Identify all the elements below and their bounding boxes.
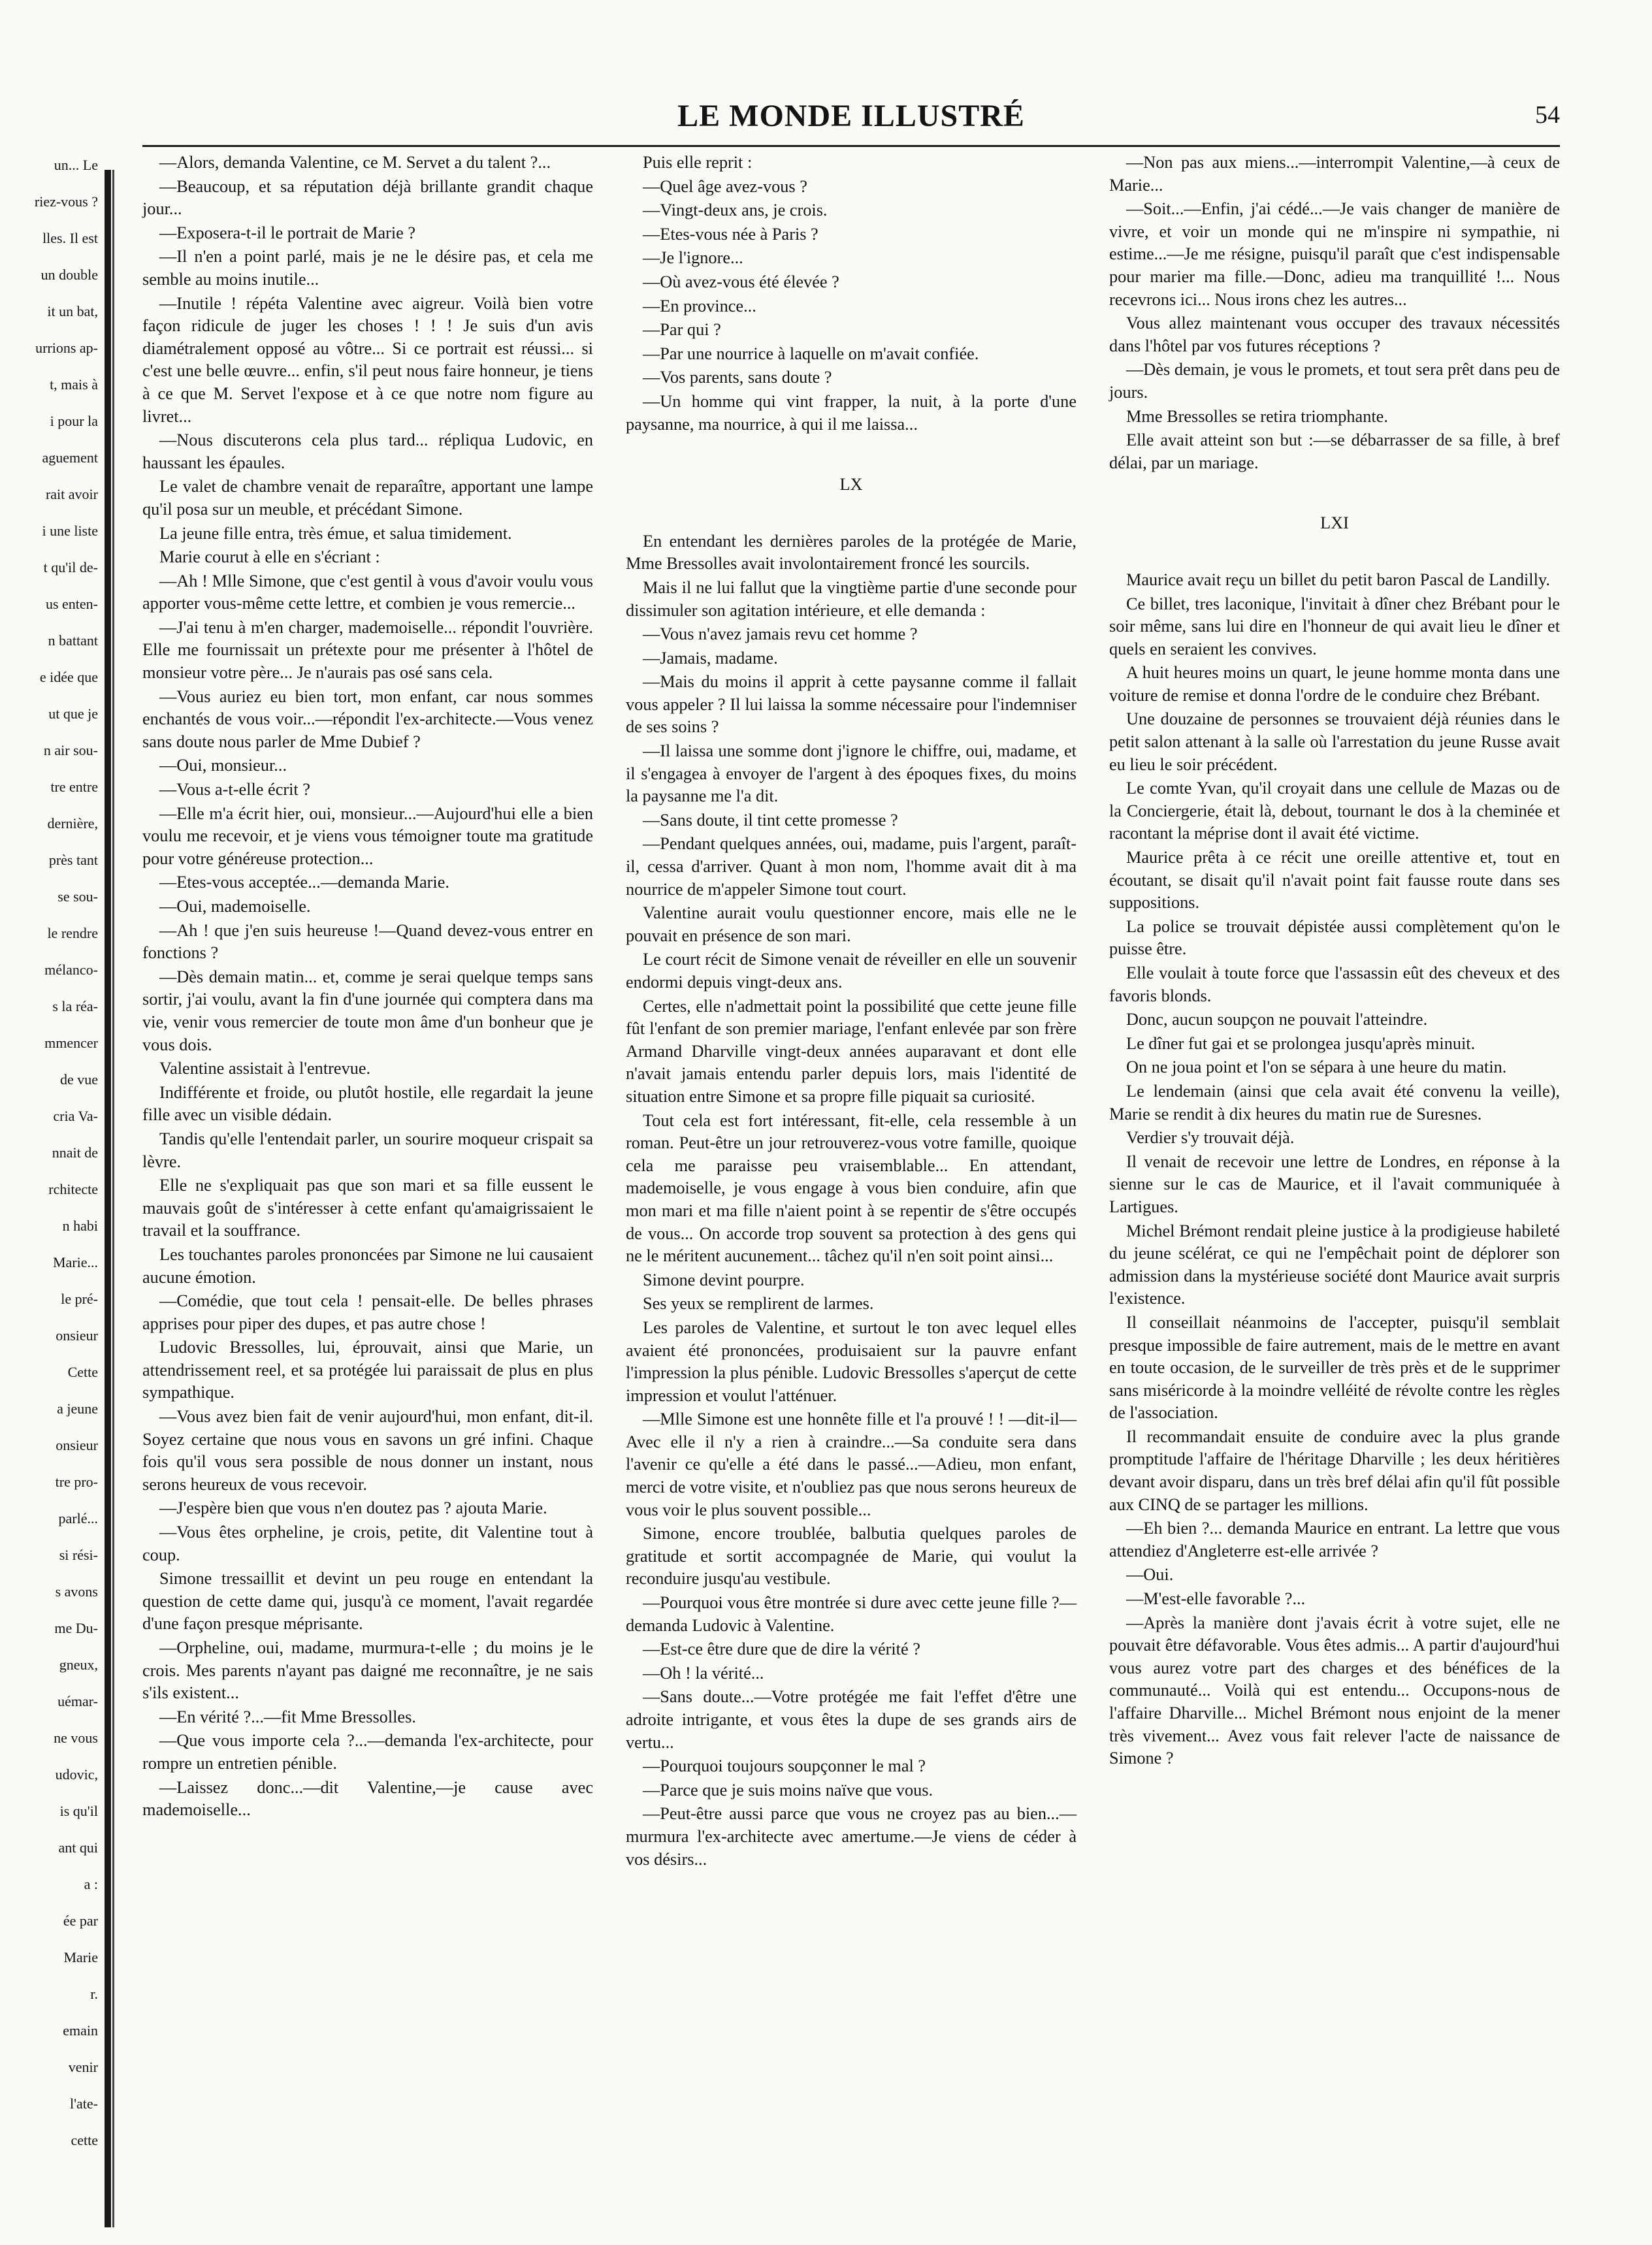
paragraph: Simone tressaillit et devint un peu rouge en entendant la question de cette dame qui, jusqu'à ce moment, l'avait regardée d'une façon presque méprisante.: [142, 1569, 593, 1634]
adjacent-page-fragment: gneux,: [59, 1656, 98, 1673]
paragraph: —Un homme qui vint frapper, la nuit, à la porte d'une paysanne, ma nourrice, à qui il me laissa...: [626, 391, 1077, 434]
chapter-heading: LX: [839, 475, 863, 494]
adjacent-page-fragment: udovic,: [55, 1766, 98, 1783]
paragraph: —En province...: [643, 296, 756, 315]
paragraph: Valentine aurait voulu questionner encore, mais elle ne le pouvait en présence de son mari.: [626, 903, 1077, 945]
adjacent-page-fragment: s avons: [55, 1583, 98, 1600]
paragraph: Le court récit de Simone venait de réveiller en elle un souvenir endormi depuis vingt-deux ans.: [626, 950, 1077, 992]
paragraph: Donc, aucun soupçon ne pouvait l'atteindre.: [1126, 1010, 1428, 1029]
paragraph: Certes, elle n'admettait point la possibilité que cette jeune fille fût l'enfant de son premier mariage, l'enfant enlevée par son frère Armand Dharville vingt-deux années auparavant et dont elle n'avait jamais entendu parler depuis lors, mais l'identité de situation entre Simone et sa propre fille piquait sa curiosité.: [626, 996, 1077, 1106]
adjacent-page-fragment: n air sou-: [43, 742, 98, 758]
paragraph: Elle voulait à toute force que l'assassin eût des cheveux et des favoris blonds.: [1109, 963, 1560, 1005]
paragraph: Puis elle reprit :: [643, 153, 753, 172]
paragraph: —Par une nourrice à laquelle on m'avait confiée.: [643, 344, 979, 363]
paragraph: —Vingt-deux ans, je crois.: [643, 201, 828, 220]
paragraph: Ludovic Bressolles, lui, éprouvait, ainsi que Marie, un attendrissement reel, et sa protégée lui paraissait de plus en plus sympathique.: [142, 1338, 593, 1402]
adjacent-page-fragment: rchitecte: [48, 1181, 98, 1197]
paragraph: —Pendant quelques années, oui, madame, puis l'argent, paraît-il, cessa d'arriver. Quant à mon nom, l'homme avait dit à ma nourrice de m'appeler Simone tout court.: [626, 834, 1077, 899]
paragraph: —Vous êtes orpheline, je crois, petite, dit Valentine tout à coup.: [142, 1523, 593, 1564]
paragraph: Une douzaine de personnes se trouvaient déjà réunies dans le petit salon attenant à la salle où l'arrestation du jeune Russe avait eu lieu le soir précédent.: [1109, 709, 1560, 774]
paragraph: —Il n'en a point parlé, mais je ne le désire pas, et cela me semble au moins inutile...: [142, 247, 593, 289]
paragraph: La police se trouvait dépistée aussi complètement qu'on le puisse être.: [1109, 916, 1560, 959]
adjacent-page-fragment: ne vous: [54, 1730, 98, 1746]
paragraph: —Peut-être aussi parce que vous ne croyez pas au bien...—murmura l'ex-architecte avec amertume.—Je viens de céder à vos désirs...: [626, 1804, 1077, 1869]
adjacent-page-fragment: l'ate-: [69, 2095, 98, 2112]
paragraph: —Inutile ! répéta Valentine avec aigreur. Voilà bien votre façon ridicule de juger les choses ! ! ! Je suis d'un avis diamétralement opposé au vôtre... Si ce portrait est réussi... si c'est une belle œuvre... enfin, s'il peut nous faire honneur, je tiens à ce que M. Servet l'expose et à ce que notre nom figure au livret...: [142, 293, 593, 426]
paragraph: Il conseillait néanmoins de l'accepter, puisqu'il semblait presque impossible de faire autrement, mais de le mettre en avant en toute occasion, de le surveiller de très près et de le supprimer sans miséricorde à la moindre velléité de révolte contre les règles de l'association.: [1109, 1312, 1560, 1423]
paragraph: Indifférente et froide, ou plutôt hostile, elle regardait la jeune fille avec un visible dédain.: [142, 1082, 593, 1125]
adjacent-page-fragment: t qu'il de-: [43, 559, 98, 575]
adjacent-page-fragment: si rési-: [59, 1547, 98, 1563]
adjacent-page-fragment: a :: [84, 1876, 98, 1892]
adjacent-page-fragment: me Du-: [54, 1620, 98, 1636]
header-rule: [142, 145, 1560, 147]
adjacent-page-fragment: r.: [90, 1986, 98, 2002]
paragraph: —Que vous importe cela ?...—demanda l'ex-architecte, pour rompre un entretien pénible.: [142, 1731, 593, 1773]
adjacent-page-fragment: dernière,: [47, 815, 98, 832]
paragraph: —Soit...—Enfin, j'ai cédé...—Je vais changer de manière de vivre, et voir un monde qui ne m'inspire ni sympathie, ni estime...—Je me résigne, puisqu'il paraît que c'est indispensable pour marier ma fille.—Donc, adieu ma tranquillité !... Nous recevrons ici... Nous irons chez les autres...: [1109, 199, 1560, 309]
paragraph: Elle ne s'expliquait pas que son mari et sa fille eussent le mauvais goût de s'intéresser à cette enfant qu'amaigrissaient le travail et la souffrance.: [142, 1176, 593, 1240]
paragraph: —Mlle Simone est une honnête fille et l'a prouvé ! ! —dit-il—Avec elle il n'y a rien à craindre...—Sa conduite sera dans l'avenir ce qu'elle a été dans le passé...—Adieu, mon enfant, merci de votre visite, et n'oubliez pas que nous serons heureux de vous voir le plus souvent possible...: [626, 1410, 1077, 1519]
adjacent-page-fragment: aguement: [42, 449, 98, 466]
paragraph: —Orpheline, oui, madame, murmura-t-elle ; du moins je le crois. Mes parents n'ayant pas daigné me reconnaître, je ne sais s'ils existent...: [142, 1638, 593, 1703]
paragraph: Mme Bressolles se retira triomphante.: [1126, 406, 1388, 426]
paragraph: La jeune fille entra, très émue, et salua timidement.: [159, 523, 512, 543]
adjacent-page-fragment: tre entre: [50, 779, 98, 795]
paragraph: —Vos parents, sans doute ?: [643, 368, 832, 387]
adjacent-page-fragment: un double: [40, 266, 98, 283]
paragraph: Tandis qu'elle l'entendait parler, un sourire moqueur crispait sa lèvre.: [142, 1129, 593, 1171]
paragraph: —Est-ce être dure que de dire la vérité ?: [643, 1639, 920, 1659]
paragraph: —Oui, monsieur...: [159, 756, 287, 775]
paragraph: —Quel âge avez-vous ?: [643, 176, 807, 196]
adjacent-page-fragment: Cette: [67, 1364, 98, 1380]
binding-gutter-edge: [112, 170, 114, 2227]
paragraph: —J'ai tenu à m'en charger, mademoiselle... répondit l'ouvrière. Elle me fournissait un prétexte pour me présenter à l'hôtel de monsieur votre père... Je n'aurais pas osé sans cela.: [142, 617, 593, 683]
paragraph: Simone, encore troublée, balbutia quelques paroles de gratitude et sortit accompagnée de Marie, qui voulut la reconduire jusqu'au vestibule.: [626, 1524, 1077, 1589]
adjacent-page-fragment: ée par: [63, 1913, 98, 1929]
paragraph: Les paroles de Valentine, et surtout le ton avec lequel elles avaient été prononcées, produisaient sur la pauvre enfant l'impression la plus pénible. Ludovic Bressolles s'aperçut de cette impression et voulut l'atténuer.: [626, 1317, 1077, 1405]
paragraph: —Eh bien ?... demanda Maurice en entrant. La lettre que vous attendiez d'Angleterre est-elle arrivée ?: [1109, 1519, 1560, 1560]
column-1: [142, 152, 593, 1823]
paragraph: —Ah ! Mlle Simone, que c'est gentil à vous d'avoir voulu vous apporter vous-même cette lettre, et combien je vous remercie...: [142, 571, 593, 613]
paragraph: —Par qui ?: [643, 320, 721, 340]
adjacent-page-fragment: i une liste: [42, 523, 98, 539]
paragraph: —Dès demain matin... et, comme je serai quelque temps sans sortir, j'ai voulu, avant la fin d'une journée qui comptera dans ma vie, venir vous remercier de toute mon âme d'un bonheur que je vous dois.: [142, 967, 593, 1054]
paragraph: —Pourquoi vous être montrée si dure avec cette jeune fille ?—demanda Ludovic à Valentine.: [626, 1593, 1077, 1635]
column-2: [626, 152, 1077, 1872]
paragraph: Marie courut à elle en s'écriant :: [159, 547, 380, 567]
paragraph: —Alors, demanda Valentine, ce M. Servet a du talent ?...: [159, 153, 551, 172]
paragraph: —Jamais, madame.: [643, 648, 778, 668]
chapter-heading: LXI: [1320, 513, 1349, 533]
adjacent-page-fragment: i pour la: [50, 413, 98, 429]
paragraph: Les touchantes paroles prononcées par Simone ne lui causaient aucune émotion.: [142, 1244, 593, 1287]
page-header: [142, 98, 1560, 144]
paragraph: Vous allez maintenant vous occuper des travaux nécessités dans l'hôtel par vos futures réceptions ?: [1109, 314, 1560, 355]
adjacent-page-fragment: mélanco-: [44, 961, 98, 978]
adjacent-page-fragment: mmencer: [44, 1035, 98, 1051]
adjacent-page-fragment: Marie: [63, 1949, 98, 1965]
paragraph: Il recommandait ensuite de conduire avec la plus grande promptitude l'affaire de l'héritage Dharville ; les deux héritières devant avoir disparu, dans un très bref délai afin qu'il fût possible aux CINQ de se partager les millions.: [1109, 1427, 1560, 1514]
adjacent-page-fragment: onsieur: [56, 1327, 98, 1344]
paragraph: —Vous avez bien fait de venir aujourd'hui, mon enfant, dit-il. Soyez certaine que nous vous en savons un gré infini. Chaque fois qu'il vous sera possible de nous donner un instant, nous serons heureux de vous recevoir.: [142, 1407, 593, 1494]
paragraph: —Dès demain, je vous le promets, et tout sera prêt dans peu de jours.: [1109, 360, 1560, 402]
paragraph: Maurice prêta à ce récit une oreille attentive et, tout en écoutant, se disait qu'il n'avait point fait fausse route dans ses suppositions.: [1109, 848, 1560, 913]
paragraph: —Exposera-t-il le portrait de Marie ?: [159, 223, 416, 242]
paragraph: —Vous auriez eu bien tort, mon enfant, car nous sommes enchantés de vous voir...—répondit l'ex-architecte.—Vous venez sans doute nous parler de Mme Dubief ?: [142, 686, 593, 751]
adjacent-page-fragment: urrions ap-: [35, 340, 98, 356]
paragraph: Maurice avait reçu un billet du petit baron Pascal de Landilly.: [1126, 570, 1550, 589]
adjacent-page-fragment: près tant: [48, 852, 98, 868]
adjacent-page-fragment: s la réa-: [52, 998, 98, 1014]
adjacent-page-fragment: un... Le: [54, 157, 98, 173]
paragraph: —Mais du moins il apprit à cette paysanne comme il fallait vous appeler ? Il lui laissa la somme nécessaire pour l'indemniser de ses soins ?: [626, 672, 1077, 737]
adjacent-page-fragment: le rendre: [47, 925, 98, 941]
adjacent-page-fragment: cette: [71, 2132, 98, 2148]
adjacent-page-fragment: se sou-: [57, 888, 98, 905]
paragraph: —Oui.: [1126, 1565, 1174, 1585]
paragraph: Tout cela est fort intéressant, fit-elle, cela ressemble à un roman. Peut-être un jour retrouverez-vous votre famille, quoique cela me paraisse peu vraisemblable... En attendant, mademoiselle, je vous engage à vous bien conduire, afin que mon mari et ma fille n'aient point à se repentir de s'être occupés de vous... On accorde trop souvent sa protection à des gens qui ne le méritent aucunement... tâchez qu'il n'en soit point ainsi...: [626, 1110, 1077, 1266]
paragraph: —M'est-elle favorable ?...: [1126, 1589, 1306, 1609]
paragraph: A huit heures moins un quart, le jeune homme monta dans une voiture de remise et donna l'ordre de le conduire chez Brébant.: [1109, 663, 1560, 705]
paragraph: —Etes-vous acceptée...—demanda Marie.: [159, 873, 449, 892]
paragraph: Le valet de chambre venait de reparaître, apportant une lampe qu'il posa sur un meuble, et précédant Simone.: [142, 477, 593, 519]
paragraph: —Elle m'a écrit hier, oui, monsieur...—Aujourd'hui elle a bien voulu me recevoir, et je viens vous témoigner toute ma gratitude pour votre généreuse protection...: [142, 803, 593, 868]
adjacent-page-fragment: us enten-: [45, 596, 98, 612]
paragraph: —En vérité ?...—fit Mme Bressolles.: [159, 1707, 416, 1726]
paragraph: —Après la manière dont j'avais écrit à votre sujet, elle ne pouvait être défavorable. Vous êtes admis... A partir d'aujourd'hui vous aurez votre part des charges et des bénéfices de la communauté... Voilà qui est entendu... Occupons-nous de l'affaire Dharville... Michel Brémont nous enjoint de la mener très vivement... Avez vous fait relever l'acte de naissance de Simone ?: [1109, 1613, 1560, 1768]
adjacent-page-fragment: riez-vous ?: [34, 193, 98, 210]
adjacent-page-fragment: is qu'il: [59, 1803, 98, 1819]
paragraph: Le lendemain (ainsi que cela avait été convenu la veille), Marie se rendit à dix heures du matin rue de Suresnes.: [1109, 1081, 1560, 1123]
paragraph: —Pourquoi toujours soupçonner le mal ?: [643, 1756, 926, 1776]
column-3: [1109, 152, 1560, 1771]
adjacent-page-fragment: cria Va-: [53, 1108, 98, 1124]
paragraph: —Ah ! que j'en suis heureuse !—Quand devez-vous entrer en fonctions ?: [142, 920, 593, 963]
paragraph: On ne joua point et l'on se sépara à une heure du matin.: [1126, 1058, 1507, 1077]
adjacent-page-fragment: ant qui: [58, 1839, 98, 1856]
adjacent-page-fragment: le pré-: [61, 1291, 98, 1307]
adjacent-page-fragment: tre pro-: [55, 1474, 98, 1490]
paragraph: En entendant les dernières paroles de la protégée de Marie, Mme Bressolles avait involontairement froncé les sourcils.: [626, 531, 1077, 573]
paragraph: —Vous n'avez jamais revu cet homme ?: [643, 624, 918, 644]
paragraph: Simone devint pourpre.: [643, 1270, 805, 1289]
paragraph: —Oh ! la vérité...: [643, 1663, 764, 1683]
paragraph: Ce billet, tres laconique, l'invitait à dîner chez Brébant pour le soir même, sans lui dire en l'honneur de qui avait lieu le dîner et quels en seraient les convives.: [1109, 594, 1560, 658]
paragraph: —Comédie, que tout cela ! pensait-elle. De belles phrases apprises pour piper des dupes, et pas autre chose !: [142, 1291, 593, 1333]
adjacent-page-fragment: t, mais à: [50, 376, 98, 393]
adjacent-page-fragment: rait avoir: [45, 486, 98, 502]
paragraph: Verdier s'y trouvait déjà.: [1126, 1128, 1295, 1148]
paragraph: Il venait de recevoir une lettre de Londres, en réponse à la sienne sur le cas de Maurice, et il l'avait communiquée à Lartigues.: [1109, 1152, 1560, 1216]
paragraph: Ses yeux se remplirent de larmes.: [643, 1294, 874, 1314]
masthead-title: LE MONDE ILLUSTRÉ: [677, 99, 1025, 133]
paragraph: Le dîner fut gai et se prolongea jusqu'après minuit.: [1126, 1033, 1476, 1053]
binding-gutter: [105, 170, 111, 2227]
adjacent-page-fragment: a jeune: [57, 1400, 98, 1417]
page-number: 54: [1535, 101, 1560, 129]
paragraph: —Beaucoup, et sa réputation déjà brillante grandit chaque jour...: [142, 176, 593, 219]
paragraph: Elle avait atteint son but :—se débarrasser de sa fille, à bref délai, par un mariage.: [1109, 430, 1560, 472]
paragraph: —Nous discuterons cela plus tard... répliqua Ludovic, en haussant les épaules.: [142, 430, 593, 472]
adjacent-page-fragment: parlé...: [58, 1510, 98, 1526]
paragraph: —Il laissa une somme dont j'ignore le chiffre, oui, madame, et il s'engagea à envoyer de l'argent à des époques fixes, du moins la paysanne me l'a dit.: [626, 741, 1077, 806]
paragraph: —Laissez donc...—dit Valentine,—je cause avec mademoiselle...: [142, 1777, 593, 1820]
adjacent-page-fragment: n battant: [48, 632, 98, 649]
adjacent-page-fragment: it un bat,: [47, 303, 98, 319]
adjacent-page-fragment: nnait de: [52, 1144, 98, 1161]
paragraph: —J'espère bien que vous n'en doutez pas ? ajouta Marie.: [159, 1498, 547, 1518]
adjacent-page-fragment: n habi: [62, 1218, 98, 1234]
adjacent-page-fragment: ut que je: [48, 705, 98, 722]
paragraph: Michel Brémont rendait pleine justice à la prodigieuse habileté du jeune scélérat, ce qui ne l'empêchait point de déplorer son admission dans la mystérieuse société dont Maurice avait surpris l'existence.: [1109, 1221, 1560, 1308]
adjacent-page-fragment: venir: [68, 2059, 98, 2075]
paragraph: Valentine assistait à l'entrevue.: [159, 1059, 371, 1078]
paragraph: —Oui, mademoiselle.: [159, 897, 311, 916]
adjacent-page-fragment: e idée que: [39, 669, 98, 685]
paragraph: —Etes-vous née à Paris ?: [643, 224, 818, 244]
adjacent-page-strip: [0, 0, 111, 2245]
paragraph: —Sans doute...—Votre protégée me fait l'effet d'être une adroite intrigante, et vous êtes la dupe de ses grands airs de vertu...: [626, 1687, 1077, 1752]
adjacent-page-fragment: onsieur: [56, 1437, 98, 1453]
paragraph: —Non pas aux miens...—interrompit Valentine,—à ceux de Marie...: [1109, 153, 1560, 195]
paragraph: —Vous a-t-elle écrit ?: [159, 780, 310, 799]
paragraph: —Où avez-vous été élevée ?: [643, 272, 839, 291]
adjacent-page-fragment: lles. Il est: [42, 230, 98, 246]
adjacent-page-fragment: de vue: [59, 1071, 98, 1088]
paragraph: Mais il ne lui fallut que la vingtième partie d'une seconde pour dissimuler son agitation intérieure, et elle demanda :: [626, 577, 1077, 620]
adjacent-page-fragment: emain: [63, 2022, 98, 2039]
paragraph: —Sans doute, il tint cette promesse ?: [643, 810, 898, 830]
adjacent-page-fragment: uémar-: [57, 1693, 98, 1709]
paragraph: —Parce que je suis moins naïve que vous.: [643, 1780, 933, 1800]
paragraph: —Je l'ignore...: [643, 248, 743, 268]
paragraph: Le comte Yvan, qu'il croyait dans une cellule de Mazas ou de la Conciergerie, était là, debout, tournant le dos à la cheminée et racontant la méprise dont il avait été victime.: [1109, 779, 1560, 843]
adjacent-page-fragment: Marie...: [52, 1254, 98, 1270]
